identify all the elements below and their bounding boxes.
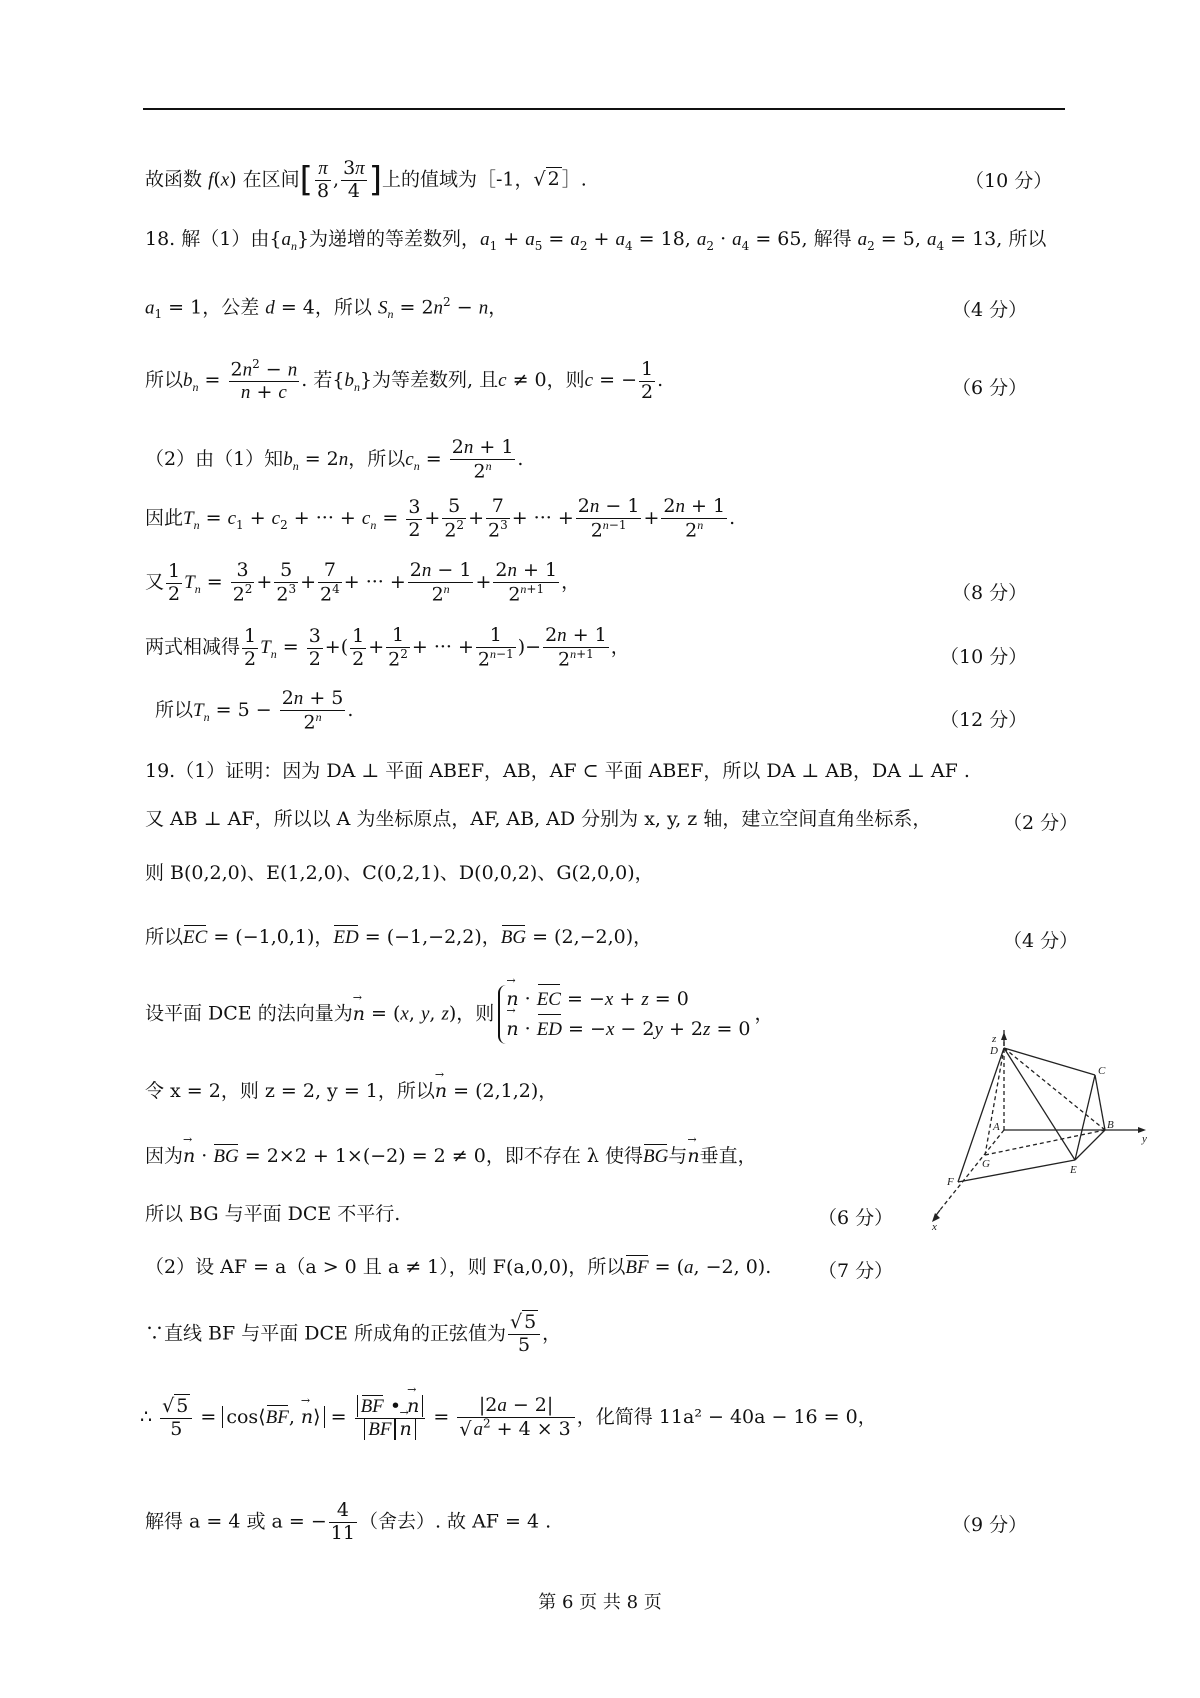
line-tn: 因此$T_n = c_1 + c_2$ + ··· + $c_n$ = $\frac{3}{2}$ + $\frac{5}{2^2}$ + $\frac{7}{2^3}$ + ··· + $\frac{2n - 1}{2^{n-1}}$ + $\frac{2n + 1}{2^n}$ . [145, 495, 736, 542]
score: （8 分） [952, 582, 1028, 604]
line-dot-product: 因为→ n · BG = 2×2 + 1×(−2) = 2 ≠ 0，即不存在 λ 使得BG与→ n垂直， [145, 1145, 757, 1169]
z-arrow-icon [1001, 1032, 1007, 1040]
line-cos-equation: ∴ $\frac{√ 5}{5}$ = cos⟨BF, → n⟩ = $\frac{BF • \to n}{BF\to n}$ = $\frac{|2a - 2|}{√ a^2 + 4 \times 3}$ ，化简得 11a² − 40a − 16 = 0， [140, 1395, 877, 1441]
line-coordinate-system: 又 AB ⊥ AF，所以以 A 为坐标原点，AF, AB, AD 分别为 x, y, z 轴，建立空间直角坐标系， [145, 808, 932, 830]
line-normal-vector: 设平面 DCE 的法向量为→ n = (x, y, z)，则 → n · EC = −x + z = 0 → n · ED = −x − 2y + 2z = 0 ， [145, 985, 774, 1044]
line-q19: 19.（1）证明：因为 DA ⊥ 平面 ABEF，AB，AF ⊂ 平面 ABEF，所以 DA ⊥ AB，DA ⊥ AF . [145, 760, 970, 782]
edge-dc [1004, 1048, 1095, 1075]
line-tn-result: 所以$T_n = 5$ − $\frac{2n + 5}{2^n}$ . [155, 687, 354, 734]
line-sn: $a_1 = 1$，公差 d = 4，所以 $S_n = 2n^2 - n$， [145, 295, 508, 322]
page-footer: 第 6 页 共 8 页 [538, 1592, 662, 1613]
line-half-tn: 又 $\frac{1}{2}$ $T_n$ = $\frac{3}{2^2}$ + $\frac{5}{2^3}$ + $\frac{7}{2^4}$ + ··· + $\frac{2n - 1}{2^n}$ + $\frac{2n + 1}{2^{n+1}}$ ， [145, 559, 581, 606]
score: （6 分） [818, 1207, 894, 1229]
line-solution: 解得 a = 4 或 a = − $\frac{4}{11}$ （舍去）. 故 AF = 4 . [145, 1499, 552, 1544]
edge-cb [1095, 1075, 1105, 1130]
score: （9 分） [952, 1514, 1028, 1536]
label-a: A [993, 1121, 1000, 1133]
score: （4 分） [952, 299, 1028, 321]
score: （4 分） [1003, 930, 1079, 952]
score: （6 分） [952, 377, 1028, 399]
label-e: E [1070, 1164, 1077, 1176]
label-y: y [1142, 1133, 1147, 1145]
label-b: B [1107, 1119, 1114, 1131]
label-x: x [932, 1221, 937, 1230]
edge-be [1075, 1130, 1105, 1160]
edge-dg [985, 1048, 1004, 1155]
score: （7 分） [818, 1260, 894, 1282]
score: （12 分） [940, 709, 1028, 731]
label-g: G [982, 1158, 990, 1170]
line-range: 故函数 f(x) 在区间[ $\frac{\pi}{8}$ , $\frac{3\pi}{4}$ ]上的值域为［-1，√ 2 ］. [145, 157, 587, 202]
edge-ce [1075, 1075, 1095, 1160]
line-sine-value: ∵直线 BF 与平面 DCE 所成角的正弦值为 $\frac{√ 5}{5}$ ， [145, 1311, 562, 1356]
edge-fe [958, 1160, 1075, 1182]
line-points: 则 B(0,2,0)、E(1,2,0)、C(0,2,1)、D(0,0,2)、G(2,0,0)， [145, 862, 654, 884]
score: （10 分） [965, 170, 1053, 192]
solid-geometry-diagram [930, 1030, 1160, 1230]
score: （10 分） [940, 646, 1028, 668]
label-z: z [992, 1033, 997, 1045]
label-d: D [990, 1045, 998, 1057]
edge-gb [985, 1130, 1105, 1155]
label-f: F [947, 1176, 954, 1188]
header-rule [143, 108, 1065, 110]
line-cn: （2）由（1）知$b_n = 2n$，所以$c_n$ = $\frac{2n + 1}{2^n}$ . [145, 436, 524, 483]
line-q18: 18. 解（1）由$\{a_n\}$为递增的等差数列，$a_1 + a_5 = a_2 + a_4 = 18$, $a_2 \cdot a_4 = 65$, 解得 $a_2 = 5$, $a_4 = 13$, 所以 [145, 228, 1047, 253]
line-not-parallel: 所以 BG 与平面 DCE 不平行. [145, 1203, 401, 1225]
edge-db [1004, 1048, 1105, 1130]
edge-de [1004, 1048, 1075, 1160]
edge-df [958, 1048, 1004, 1182]
line-vectors: 所以EC = (−1,0,1)，ED = (−1,−2,2)，BG = (2,−2,0)， [145, 926, 653, 948]
line-bn: 所以$b_n$ = $\frac{2n^2 - n}{n + c}$ . 若$\{b_n\}$为等差数列, 且c ≠ 0，则c = − $\frac{1}{2}$ . [145, 357, 664, 404]
line-part2: （2）设 AF = a（a > 0 且 a ≠ 1），则 F(a,0,0)，所以BF = (a, −2, 0). [145, 1256, 772, 1278]
line-normal-result: 令 x = 2，则 z = 2, y = 1，所以→ n = (2,1,2)， [145, 1080, 557, 1103]
label-c: C [1098, 1065, 1106, 1077]
score: （2 分） [1003, 812, 1079, 834]
line-subtract: 两式相减得 $\frac{1}{2}$ $T_n$ = $\frac{3}{2}$ +( $\frac{1}{2}$ + $\frac{1}{2^2}$ + ··· + $\frac{1}{2^{n-1}}$ )− $\frac{2n + 1}{2^{n+1}}$ ， [145, 624, 630, 671]
